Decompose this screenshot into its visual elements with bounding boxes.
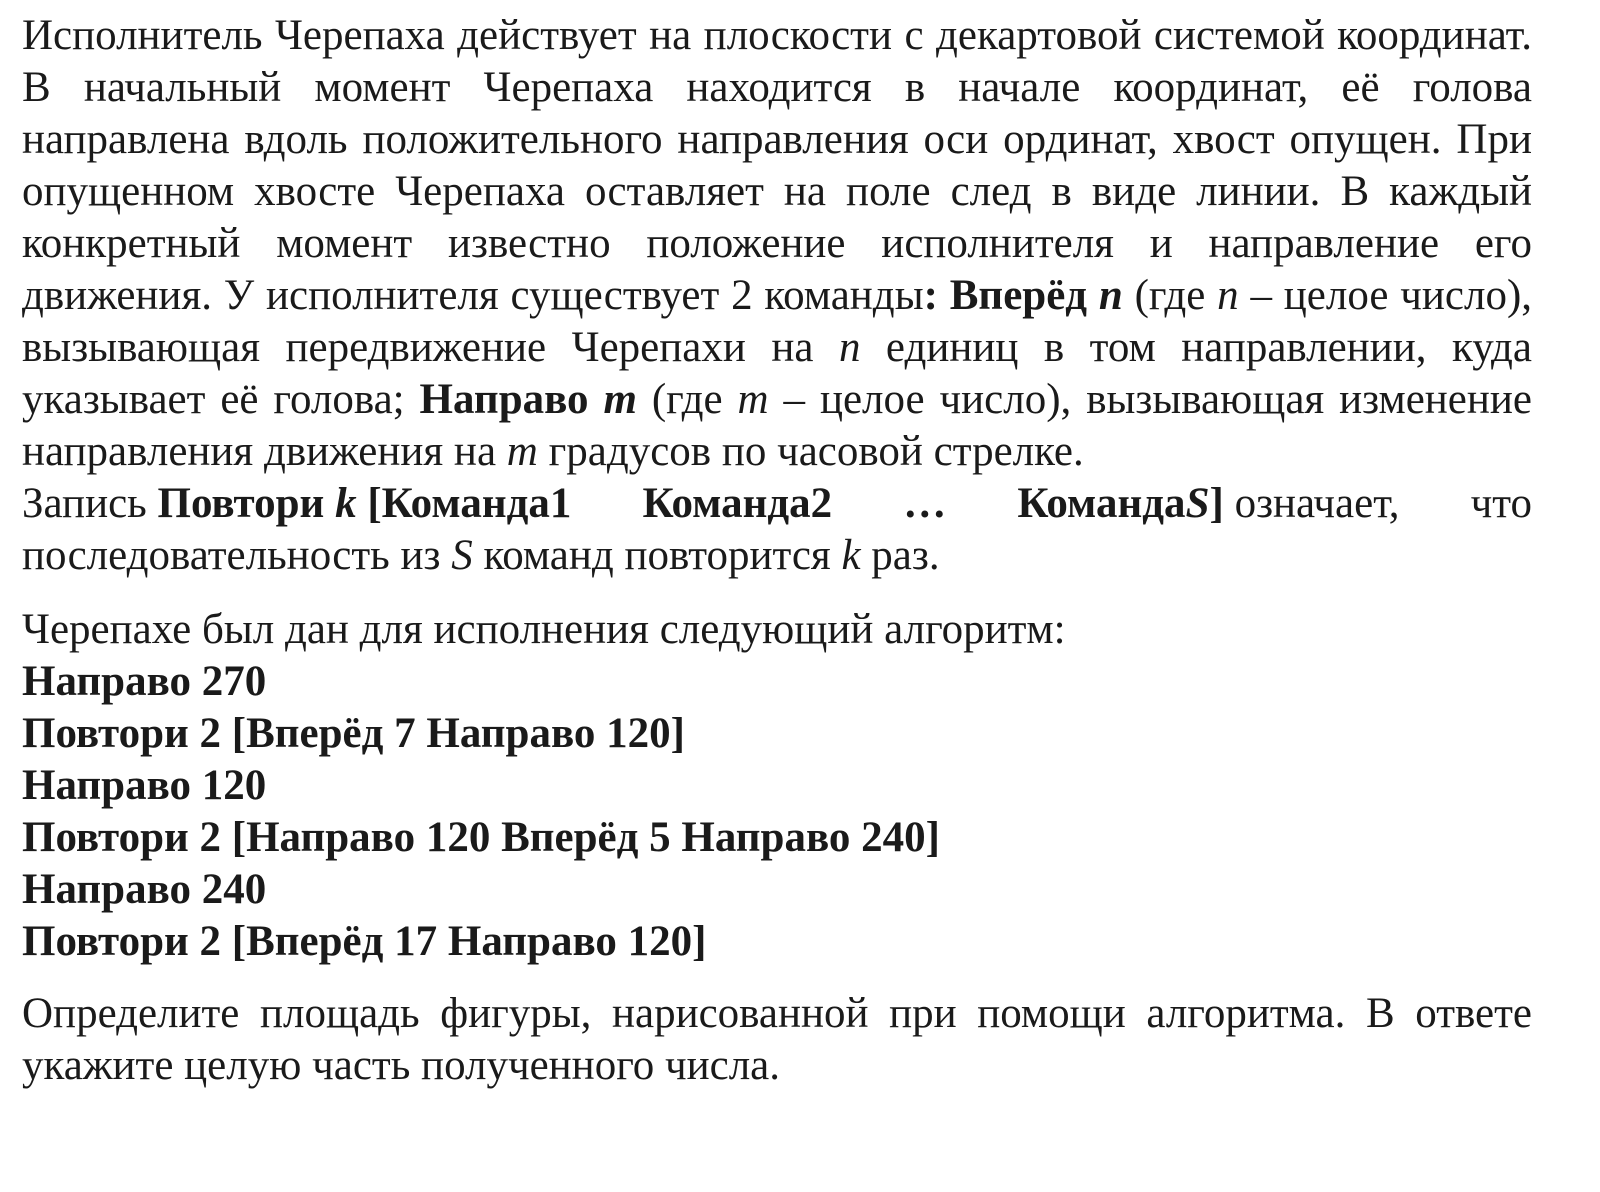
repeat-ellipsis: …: [903, 480, 947, 527]
repeat-line2-a: последовательность из: [22, 532, 452, 579]
intro-text-3: – целое число), вызывающая передвижение Черепахи на: [22, 272, 1533, 371]
var-m: m: [603, 376, 637, 423]
repeat-means: означает,: [1234, 480, 1400, 527]
repeat-word-record: Запись: [22, 480, 147, 527]
task-document: [22, 10, 1532, 1092]
algorithm-line-6: Повтори 2 [Вперёд 17 Направо 120]: [22, 918, 707, 965]
repeat-description-line-2: [22, 530, 1532, 582]
repeat-description-line-1: [22, 478, 1532, 530]
intro-text-4: единиц в том направлении, куда указывает её голова;: [22, 324, 1532, 423]
spacer: [22, 582, 1532, 604]
command-forward-name: Вперёд: [949, 272, 1088, 319]
algorithm-intro: Черепахе был дан для исполнения следующий алгоритм:: [22, 606, 1066, 653]
repeat-cmdS-suffix: ]: [1209, 480, 1224, 527]
question-paragraph: Определите площадь фигуры, нарисованной при помощи алгоритма. В ответе укажите целую часть полученного числа.: [22, 990, 1532, 1089]
intro-colon: :: [923, 272, 938, 319]
var-m-2: m: [737, 376, 769, 423]
var-S: S: [1185, 480, 1210, 527]
var-n-3: n: [838, 324, 861, 371]
var-n-2: n: [1217, 272, 1239, 319]
repeat-cmd1: [Команда1: [367, 480, 572, 527]
algorithm-line-3: Направо 120: [22, 762, 267, 809]
spacer: [22, 968, 1532, 988]
var-k-2: k: [841, 532, 861, 579]
intro-paragraph: [22, 10, 1532, 478]
var-k: k: [335, 480, 357, 527]
algorithm-line-5: Направо 240: [22, 866, 267, 913]
intro-text-2: (где: [1122, 272, 1218, 319]
repeat-command-name: Повтори: [157, 480, 325, 527]
intro-text-7: градусов по часовой стрелке.: [537, 428, 1084, 475]
algorithm-line-1: Направо 270: [22, 658, 267, 705]
algorithm-line-2: Повтори 2 [Вперёд 7 Направо 120]: [22, 710, 685, 757]
intro-text-5: (где: [636, 376, 738, 423]
algorithm-line-4: Повтори 2 [Направо 120 Вперёд 5 Направо 240]: [22, 814, 940, 861]
intro-text-1: Исполнитель Черепаха действует на плоскости с декартовой системой координат. В начальный момент Черепаха находится в начале координат, её голова направлена вдоль положительного направления оси ординат, хвост опущен. При опущенном хвосте Черепаха оставляет на поле след в виде линии. В каждый конкретный момент известно положение исполнителя и направление его движения. У исполнителя существует 2 команды: [22, 12, 1532, 319]
var-m-3: m: [506, 428, 538, 475]
var-n: n: [1098, 272, 1123, 319]
repeat-cmdS-prefix: Команда: [1017, 480, 1186, 527]
repeat-line2-b: команд повторится: [472, 532, 842, 579]
intro-text-6: – целое число), вызывающая изменение направления движения на: [22, 376, 1532, 475]
repeat-line2-c: раз.: [860, 532, 940, 579]
repeat-cmd2: Команда2: [642, 480, 833, 527]
repeat-that: что: [1470, 480, 1532, 527]
var-S-2: S: [451, 532, 473, 579]
command-right-name: Направо: [419, 376, 589, 423]
